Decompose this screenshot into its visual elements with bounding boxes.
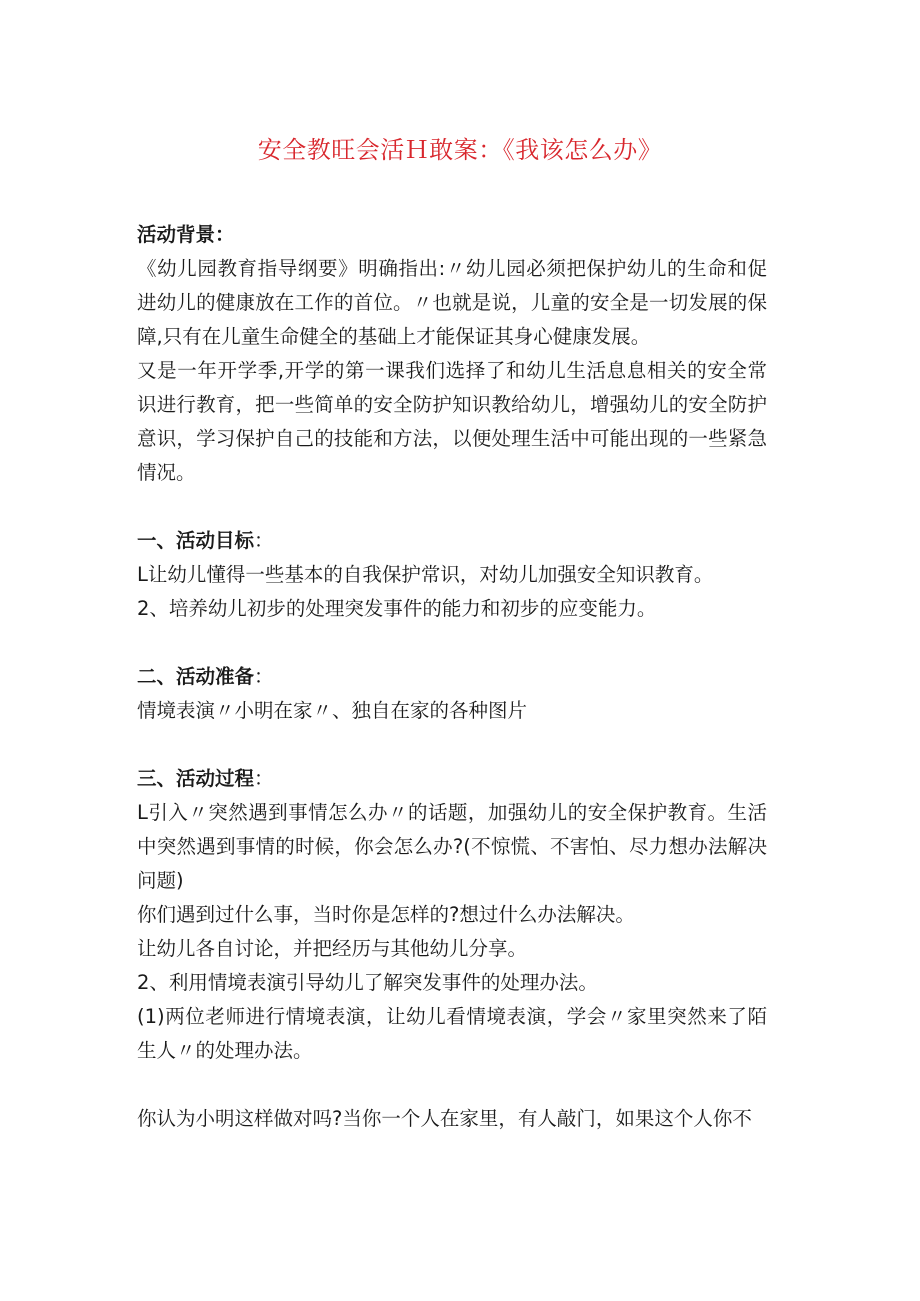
background-paragraph-1: 《幼儿园教育指导纲要》明确指出:〃幼儿园必须把保护幼儿的生命和促进幼儿的健康放在工作的首位。〃也就是说，儿童的安全是一切发展的保障,只有在儿童生命健全的基础上才能保证其身心健康发展。 (137, 257, 767, 348)
goals-heading-colon: ： (254, 529, 274, 552)
goals-heading-text: 一、活动目标 (137, 529, 255, 552)
preparation-heading-text: 二、活动准备 (137, 665, 255, 688)
process-paragraph-2: 你们遇到过什么事，当时你是怎样的?想过什么办法解决。 (137, 903, 635, 926)
document-title: 安全教旺会活Ｈ敢案：《我该怎么办》 (257, 136, 663, 164)
preparation-heading (137, 660, 767, 694)
process-closing-paragraph: 你认为小明这样做对吗?当你一个人在家里，有人敲门，如果这个人你不 (137, 1107, 752, 1130)
process-paragraph-1: L引入〃突然遇到事情怎么办〃的话题，加强幼儿的安全保护教育。生活中突然遇到事情的时候，你会怎么办?(不惊慌、不害怕、尽力想办法解决问题) (137, 801, 767, 892)
process-paragraph-4: 2、利用情境表演引导幼儿了解突发事件的处理办法。 (137, 971, 598, 994)
document-body (137, 218, 767, 1136)
background-heading: 活动背景： (137, 223, 235, 246)
goal-item-2: 2、培养幼儿初步的处理突发事件的能力和初步的应变能力。 (137, 597, 657, 620)
preparation-text: 情境表演〃小明在家〃、独自在家的各种图片 (137, 699, 528, 722)
process-heading-colon: ： (254, 767, 274, 790)
process-heading (137, 762, 767, 796)
process-paragraph-5: (1)两位老师进行情境表演，让幼儿看情境表演，学会〃家里突然来了陌生人〃的处理办法。 (137, 1005, 767, 1062)
process-heading-text: 三、活动过程 (137, 767, 255, 790)
goal-item-1: L让幼儿懂得一些基本的自我保护常识，对幼儿加强安全知识教育。 (137, 563, 714, 586)
process-paragraph-3: 让幼儿各自讨论，并把经历与其他幼儿分享。 (137, 937, 528, 960)
goals-heading (137, 524, 767, 558)
background-paragraph-2: 又是一年开学季,开学的第一课我们选择了和幼儿生活息息相关的安全常识进行教育，把一些简单的安全防护知识教给幼儿，增强幼儿的安全防护意识，学习保护自己的技能和方法，以便处理生活中可能出现的一些紧急情况。 (137, 359, 767, 484)
preparation-heading-colon: ： (254, 665, 274, 688)
